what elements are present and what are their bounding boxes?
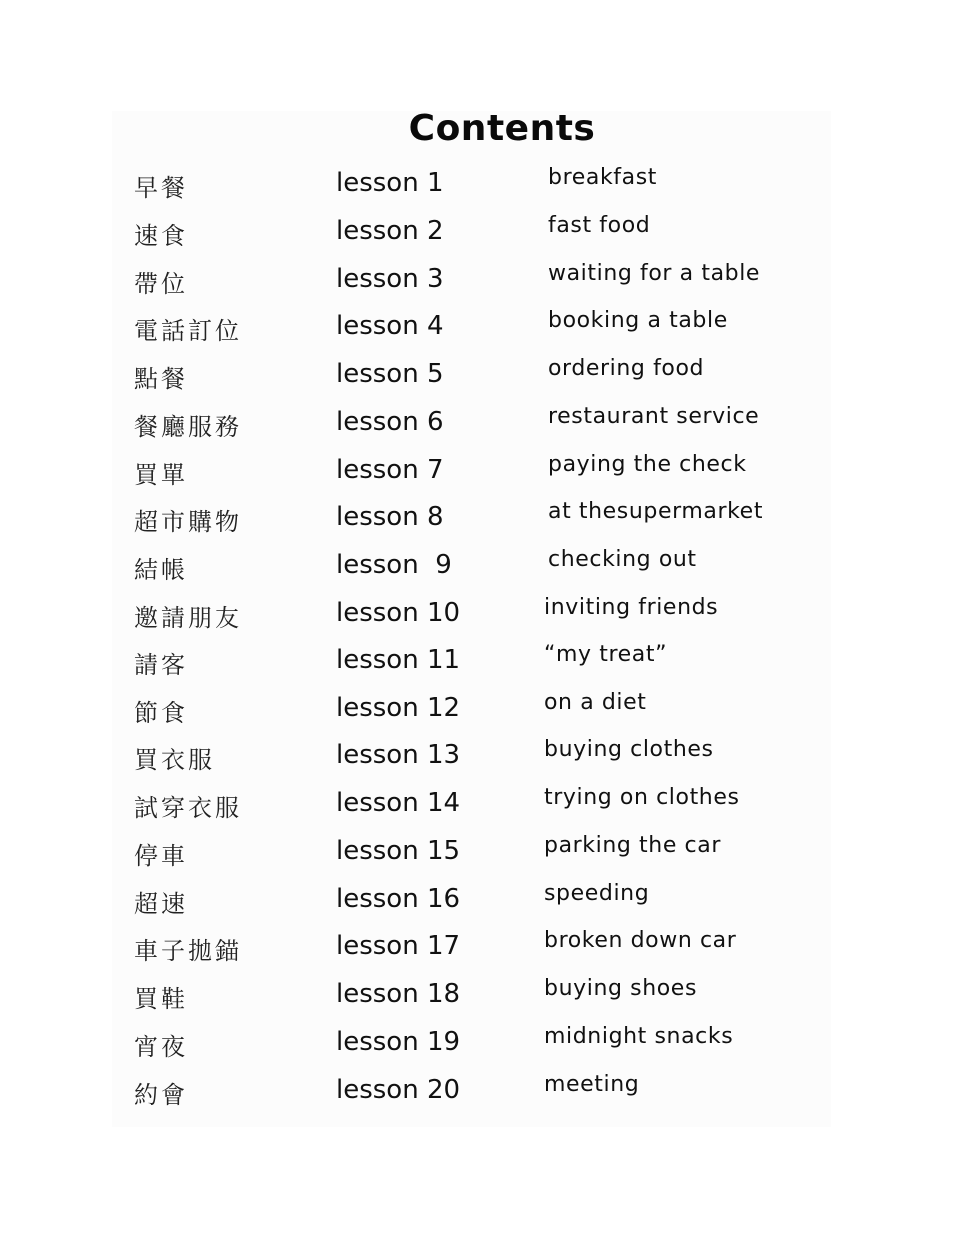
english-title: on a diet: [544, 690, 647, 715]
chinese-title: 宵夜: [134, 1033, 188, 1061]
english-title: fast food: [548, 213, 651, 238]
list-item: [0, 642, 960, 685]
lesson-number: lesson 11: [336, 645, 461, 675]
lesson-number: lesson 10: [336, 598, 461, 628]
chinese-title: 速食: [134, 222, 188, 250]
list-item: [0, 881, 960, 924]
english-title: parking the car: [544, 833, 721, 858]
chinese-title: 買單: [134, 461, 188, 489]
lesson-number: lesson 8: [336, 502, 444, 532]
list-item: [0, 1024, 960, 1067]
lesson-number: lesson 5: [336, 359, 444, 389]
chinese-title: 停車: [134, 842, 188, 870]
list-item: [0, 833, 960, 876]
english-title: checking out: [548, 547, 697, 572]
list-item: [0, 499, 960, 542]
english-title: inviting friends: [544, 595, 719, 620]
chinese-title: 電話訂位: [134, 317, 242, 345]
lesson-number: lesson 16: [336, 884, 461, 914]
lesson-number: lesson 14: [336, 788, 461, 818]
english-title: broken down car: [544, 928, 737, 953]
list-item: [0, 737, 960, 780]
lesson-number: lesson 17: [336, 931, 461, 961]
list-item: [0, 452, 960, 495]
lesson-number: lesson 4: [336, 311, 444, 341]
english-title: paying the check: [548, 452, 747, 477]
chinese-title: 請客: [134, 651, 188, 679]
chinese-title: 超速: [134, 890, 188, 918]
list-item: [0, 261, 960, 304]
english-title: meeting: [544, 1072, 640, 1097]
lesson-number: lesson 2: [336, 216, 444, 246]
list-item: [0, 1072, 960, 1115]
lesson-number: lesson 15: [336, 836, 461, 866]
chinese-title: 買衣服: [134, 746, 215, 774]
lesson-number: lesson 20: [336, 1075, 461, 1105]
chinese-title: 帶位: [134, 270, 188, 298]
lesson-number: lesson 18: [336, 979, 461, 1009]
list-item: [0, 928, 960, 971]
list-item: [0, 547, 960, 590]
list-item: [0, 690, 960, 733]
chinese-title: 車子拋錨: [134, 937, 242, 965]
chinese-title: 約會: [134, 1081, 188, 1109]
chinese-title: 結帳: [134, 556, 188, 584]
lesson-number: lesson 9: [336, 550, 452, 580]
chinese-title: 點餐: [134, 365, 188, 393]
english-title: speeding: [544, 881, 650, 906]
chinese-title: 試穿衣服: [134, 794, 242, 822]
lesson-number: lesson 19: [336, 1027, 461, 1057]
lesson-number: lesson 7: [336, 455, 444, 485]
lesson-number: lesson 6: [336, 407, 444, 437]
list-item: [0, 356, 960, 399]
english-title: at thesupermarket: [548, 499, 764, 524]
chinese-title: 節食: [134, 699, 188, 727]
chinese-title: 超市購物: [134, 508, 242, 536]
english-title: “my treat”: [544, 642, 668, 667]
list-item: [0, 213, 960, 256]
chinese-title: 買鞋: [134, 985, 188, 1013]
chinese-title: 邀請朋友: [134, 604, 242, 632]
lesson-number: lesson 13: [336, 740, 461, 770]
list-item: [0, 165, 960, 208]
english-title: booking a table: [548, 308, 728, 333]
chinese-title: 早餐: [134, 174, 188, 202]
list-item: [0, 404, 960, 447]
lesson-number: lesson 12: [336, 693, 461, 723]
list-item: [0, 785, 960, 828]
lesson-number: lesson 3: [336, 264, 444, 294]
english-title: buying clothes: [544, 737, 714, 762]
english-title: buying shoes: [544, 976, 698, 1001]
english-title: restaurant service: [548, 404, 760, 429]
english-title: waiting for a table: [548, 261, 761, 286]
chinese-title: 餐廳服務: [134, 413, 242, 441]
english-title: breakfast: [548, 165, 657, 190]
list-item: [0, 308, 960, 351]
list-item: [0, 976, 960, 1019]
english-title: ordering food: [548, 356, 705, 381]
page-title: Contents: [408, 108, 596, 149]
list-item: [0, 595, 960, 638]
lesson-number: lesson 1: [336, 168, 444, 198]
english-title: midnight snacks: [544, 1024, 734, 1049]
english-title: trying on clothes: [544, 785, 740, 810]
